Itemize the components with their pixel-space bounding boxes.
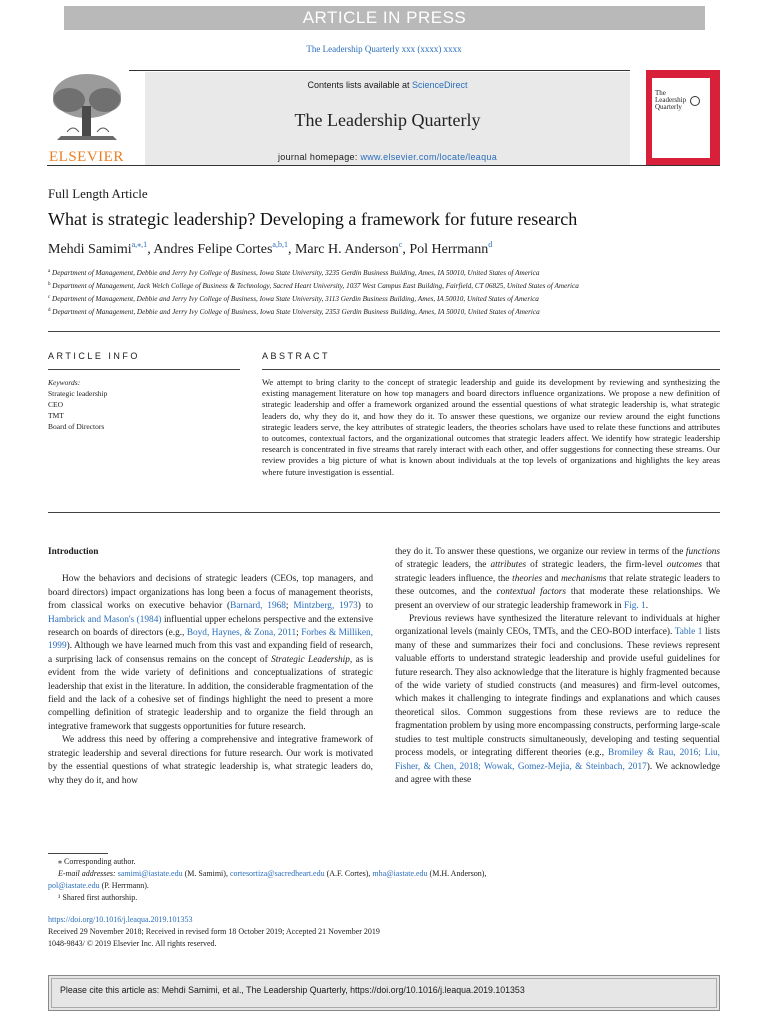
elsevier-tree-logo (47, 70, 129, 166)
text-run: they do it. To answer these questions, we organize our review in terms of the (395, 547, 686, 557)
body-paragraph: We address this need by offering a comprehensive and integrative framework of strategic leadership and several directions for future research. Our work is motivated by the essential questions of what strategic leadership is, what strategic leaders do, why they do it, and how (48, 735, 373, 786)
text-run: ; (285, 601, 294, 612)
body-paragraph (395, 613, 720, 787)
emphasis-text: Strategic Leadership (271, 654, 350, 665)
footnote-rule (48, 853, 108, 854)
keywords-block (48, 377, 107, 432)
emphasis-text: attributes (490, 560, 527, 571)
journal-reference-link[interactable]: The Leadership Quarterly xxx (xxxx) xxxx (306, 44, 462, 54)
affiliation-mark: c (48, 295, 51, 300)
affiliation-mark: a (48, 269, 51, 274)
journal-name: The Leadership Quarterly (294, 110, 481, 130)
copyright-line: 1048-9843/ © 2019 Elsevier Inc. All rights reserved. (48, 939, 217, 948)
article-title: What is strategic leadership? Developing a framework for future research (48, 209, 578, 229)
citation-link[interactable]: Mintzberg, 1973 (293, 601, 358, 612)
abstract-rule (262, 369, 720, 370)
author-affiliation-marks[interactable]: a,b,1 (272, 240, 288, 249)
masthead-center-panel (145, 72, 630, 166)
contents-prefix: Contents lists available at (307, 80, 413, 90)
email-link[interactable]: samimi@iastate.edu (117, 869, 183, 878)
text-run: influential upper echelons perspective and the extensive research on boards of directors (e.g., (48, 614, 373, 639)
author-name[interactable]: Mehdi Samimi (48, 242, 132, 257)
keyword-item: CEO (48, 400, 63, 409)
journal-cover-thumbnail[interactable] (646, 70, 720, 166)
abstract-divider (48, 512, 720, 513)
citation-link[interactable]: Boyd, Haynes, & Zona, 2011 (186, 628, 297, 639)
emphasis-text: contextual factors (496, 587, 566, 598)
emphasis-text: outcomes (666, 560, 703, 571)
affiliation-mark: d (48, 308, 51, 313)
email-addresses (48, 868, 648, 880)
contents-line (145, 80, 630, 90)
affiliation-item (48, 266, 633, 279)
text-run: that moderate these relationships. We present an overview of our strategic leadership framework in (395, 587, 720, 611)
text-run: ) to (357, 601, 373, 612)
affiliation-item (48, 279, 633, 292)
keyword-item: Strategic leadership (48, 389, 108, 398)
emphasis-text: theories (512, 573, 543, 584)
text-run: that relate strategic leaders to these outcomes, and the (395, 573, 720, 598)
article-info-heading: ARTICLE INFO (48, 351, 140, 361)
affiliations (48, 266, 633, 318)
doi-link[interactable]: https://doi.org/10.1016/j.leaqua.2019.101353 (48, 915, 193, 924)
text-run: and (542, 573, 562, 584)
shared-authorship-note: ¹ Shared first authorship. (58, 893, 138, 902)
masthead-top-rule (129, 70, 630, 71)
text-run: , as is evident from the wide variety of definitions and conceptualizations of strategic leadership that exist in the literature. In addition, the considerable fragmentation of the field and the lack of a cohesive set of findings highlight the need to present a more compelling definition of strategic leadership and to organize the field through an integrative framework that suggests opportunities for future research. (48, 654, 373, 732)
body-column-right (395, 546, 720, 787)
citation-link[interactable]: Fig. 1 (623, 600, 646, 611)
abstract-heading: ABSTRACT (262, 351, 331, 361)
text-run: of strategic leaders, the firm-level (526, 560, 667, 571)
emphasis-text: mechanisms (561, 573, 607, 584)
email-owner: (M.H. Anderson), (427, 869, 487, 878)
homepage-link[interactable]: www.elsevier.com/locate/leaqua (360, 152, 498, 162)
publication-info (48, 914, 648, 950)
text-run: ). We acknowledge and agree with these (395, 761, 720, 785)
article-info-rule (48, 369, 240, 370)
citation-text: Please cite this article as: Mehdi Samimi, et al., The Leadership Quarterly, https://doi.org/10.1016/j.leaqua.2019.101353 (51, 978, 717, 1008)
abstract-text: We attempt to bring clarity to the concept of strategic leadership and guide its development by reviewing and synthesizing the existing management literature on how top managers and board directors influence organizations. We propose a new definition of strategic leadership and offer a framework organized around the essential questions of what strategic leadership is, what strategic leaders do, why they do it, and how they do it. To answer these questions, we organize our review around the eight functions strategic leaders serve, the key attributes of strategic leaders, the theories scholars have used to relate these functions and attributes to outcomes, contextual factors, and the organizational outcomes that strategic leaders affect. We identify how strategic leadership research is concentrated in five streams that rarely interact with each other, and offer suggestions for connecting these streams. Our review provides a big picture of what is known about individuals at the top levels of organizations and highlights the key areas where future investigation is essential. (262, 377, 720, 477)
citation-link[interactable]: Table 1 (674, 627, 703, 638)
keywords-label: Keywords: (48, 378, 81, 387)
author-affiliation-marks[interactable]: d (488, 240, 493, 249)
cover-title-line: Leadership (655, 96, 687, 104)
keyword-item: Board of Directors (48, 422, 105, 431)
cover-title-line: Quarterly (655, 103, 682, 111)
text-run: lists many of these and summarizes their foci and conclusions. These reviews represent valuable efforts to understand strategic leadership and provide useful guidelines for future research. They also acknowledge that the literature is highly fragmented because of the wide variety of studied constructs (and measures) and firm-level outcomes, which makes it challenging to integrate findings and explanations and which causes theoretical silos. Common suggestions from these reviews are to reduce the fragmentation problem by using more encompassing constructs, performing large-scale studies to test multiple constructs simultaneously, developing and testing sequential process models, or integrating different theories (e.g., (395, 627, 720, 759)
affiliation-text: Department of Management, Debbie and Jerry Ivy College of Business, Iowa State University, 3113 Gerdin Business Building, Ames, IA 50010, United States of America (52, 295, 539, 303)
affiliation-text: Department of Management, Debbie and Jerry Ivy College of Business, Iowa State University, 2353 Gerdin Business Building, Ames, IA 50010, United States of America (52, 308, 540, 316)
affiliation-text: Department of Management, Jack Welch College of Business & Technology, Sacred Heart University, 1037 West Campus East Building, Fairfield, CT 06825, United States of America (52, 282, 579, 290)
author-list (48, 240, 492, 258)
citation-box (48, 975, 720, 1011)
email-addresses-cont (48, 880, 648, 892)
affiliation-mark: b (48, 282, 51, 287)
sciencedirect-link[interactable]: ScienceDirect (412, 80, 468, 90)
elsevier-wordmark: ELSEVIER (49, 149, 124, 165)
homepage-prefix: journal homepage: (277, 152, 361, 162)
email-owner: (M. Samimi), (182, 869, 230, 878)
masthead-bottom-rule (47, 165, 720, 166)
body-paragraph (48, 573, 373, 734)
footnotes (48, 856, 648, 904)
homepage-line (145, 152, 630, 162)
introduction-heading: Introduction (48, 547, 99, 557)
text-run: that strategic leaders influence, the (395, 560, 721, 584)
email-owner: (A.F. Cortes), (324, 869, 373, 878)
email-link[interactable]: mha@iastate.edu (372, 869, 428, 878)
text-run: of strategic leaders, the (395, 560, 491, 571)
body-paragraph (395, 546, 720, 613)
citation-link[interactable]: Barnard, 1968 (230, 601, 286, 612)
author-separator: , (147, 242, 154, 257)
tree-icon (47, 70, 129, 150)
text-run: How the behaviors and decisions of strategic leaders (CEOs, top managers, and board directors) impact organizations has long been a focus of management theorists, from classical works on executive behavior ( (48, 574, 373, 612)
affiliation-item (48, 292, 633, 305)
received-dates: Received 29 November 2018; Received in revised form 18 October 2019; Accepted 21 November 2019 (48, 927, 380, 936)
author-affiliation-marks[interactable]: a,⁎,1 (131, 240, 148, 249)
email-link[interactable]: cortesortiza@sacredheart.edu (229, 869, 325, 878)
masthead (47, 70, 720, 166)
header-divider (48, 331, 720, 332)
emphasis-text: functions (685, 547, 720, 557)
keyword-item: TMT (48, 411, 64, 420)
affiliation-item (48, 305, 633, 318)
author-name[interactable]: Andres Felipe Cortes (153, 242, 273, 257)
affiliation-text: Department of Management, Debbie and Jerry Ivy College of Business, Iowa State University, 3235 Gerdin Business Building, Ames, IA 50010, United States of America (52, 269, 540, 277)
email-owner: (P. Herrmann). (99, 881, 149, 890)
article-type: Full Length Article (48, 186, 148, 201)
text-run: Previous reviews have synthesized the literature relevant to individuals at higher organizational levels (mainly CEOs, TMTs, and the CEO-BOD interface). (395, 614, 720, 638)
author-name[interactable]: Marc H. Anderson (294, 242, 399, 257)
cover-title-line: The (655, 89, 666, 97)
cover-title (655, 90, 686, 111)
article-in-press-banner: ARTICLE IN PRESS (64, 6, 705, 30)
citation-link[interactable]: Forbes & Milliken, 1999 (48, 628, 373, 652)
text-run: . (645, 600, 649, 611)
corresponding-author-note: ⁎ Corresponding author. (58, 857, 136, 866)
author-separator: , (287, 242, 295, 257)
citation-link[interactable]: Bromiley & Rau, 2016; Liu, Fisher, & Chen, 2018; Wowak, Gomez-Mejia, & Steinbach, 2017 (395, 748, 720, 772)
text-run: ). Although we have learned much from this vast and expanding field of research, a surprising lack of consensus remains on the concept of (48, 641, 373, 665)
author-name[interactable]: Pol Herrmann (409, 242, 489, 257)
citation-link[interactable]: Hambrick and Mason's (1984) (48, 614, 162, 625)
body-column-left (48, 546, 373, 788)
author-separator: , (402, 242, 410, 257)
text-run: ; (296, 628, 302, 639)
email-label: E-mail addresses: (58, 869, 118, 878)
cover-logo-icon (690, 96, 700, 106)
author-affiliation-marks[interactable]: c (398, 240, 403, 249)
email-link[interactable]: pol@iastate.edu (48, 881, 100, 890)
